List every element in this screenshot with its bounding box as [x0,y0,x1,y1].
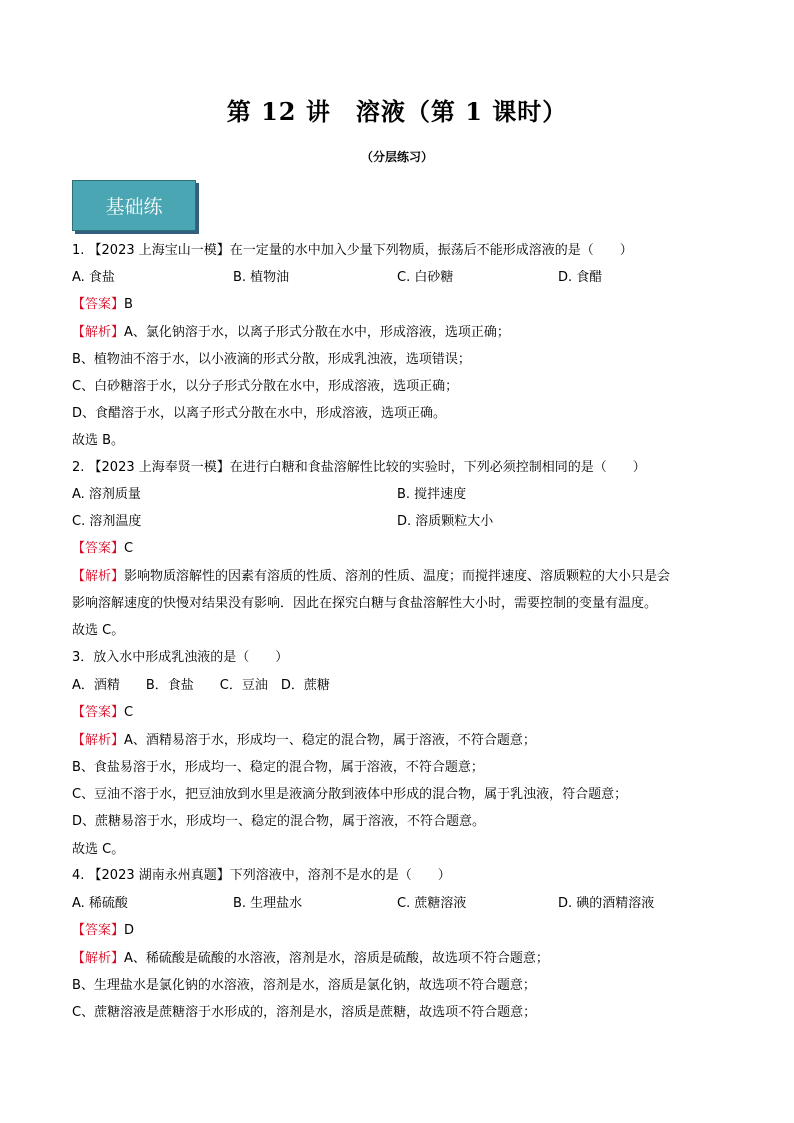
answer-tag: 【答案】 [72,705,125,720]
q2-analysis [72,567,670,587]
q2-option-b: B. 搅拌速度 [397,487,467,502]
analysis-tag: 【解析】 [72,733,125,748]
q1-option-b: B. 植物油 [233,270,290,285]
q2-stem: 2. 【2023 上海奉贤一模】在进行白糖和食盐溶解性比较的实验时，下列必须控制相同的是（ ） [72,460,646,475]
q1-option-c: C. 白砂糖 [397,270,454,285]
answer-tag: 【答案】 [72,297,125,312]
section-label-basic [72,180,196,231]
q1-analysis-first: A、氯化钠溶于水，以离子形式分散在水中，形成溶液，选项正确； [124,325,510,340]
section-label-text: 基础练 [105,196,163,218]
q2-answer [72,539,133,559]
q3-conclusion: 故选 C。 [72,842,125,857]
q4-answer-value: D [124,923,135,938]
answer-tag: 【答案】 [72,541,125,556]
q1-analysis-line: D、食醋溶于水，以离子形式分散在水中，形成溶液，选项正确。 [72,406,447,421]
q3-analysis-line: D、蔗糖易溶于水，形成均一、稳定的混合物，属于溶液，不符合题意。 [72,814,486,829]
analysis-tag: 【解析】 [72,325,125,340]
q2-conclusion: 故选 C。 [72,623,125,638]
q4-analysis [72,949,549,969]
q3-stem: 3．放入水中形成乳浊液的是（ ） [72,650,289,665]
q2-option-c: C. 溶剂温度 [72,514,142,529]
q1-analysis-line: C、白砂糖溶于水，以分子形式分散在水中，形成溶液，选项正确； [72,379,459,394]
answer-tag: 【答案】 [72,923,125,938]
q4-answer [72,921,134,941]
q3-analysis [72,731,536,751]
q1-conclusion: 故选 B。 [72,433,125,448]
q2-answer-value: C [124,541,134,556]
q2-option-d: D. 溶质颗粒大小 [397,514,494,529]
q3-answer [72,703,133,723]
page-title: 第 12 讲 溶液（第 1 课时） [226,97,568,126]
q1-option-d: D. 食醋 [558,270,603,285]
analysis-tag: 【解析】 [72,951,125,966]
q4-analysis-first: A、稀硫酸是硫酸的水溶液，溶剂是水，溶质是硫酸，故选项不符合题意； [124,951,549,966]
q1-answer [72,295,133,315]
q2-analysis-first: 影响物质溶解性的因素有溶质的性质、溶剂的性质、温度；而搅拌速度、溶质颗粒的大小只是会 [124,569,671,584]
page-subtitle: （分层练习） [360,150,433,164]
q4-stem: 4. 【2023 湖南永州真题】下列溶液中，溶剂不是水的是（ ） [72,868,451,883]
analysis-tag: 【解析】 [72,569,125,584]
q4-analysis-line: B、生理盐水是氯化钠的水溶液，溶剂是水，溶质是氯化钠，故选项不符合题意； [72,978,536,993]
q4-option-b: B. 生理盐水 [233,896,303,911]
q4-option-a: A. 稀硫酸 [72,896,128,911]
q1-analysis [72,323,510,343]
q4-option-d: D. 碘的酒精溶液 [558,896,655,911]
q3-analysis-first: A、酒精易溶于水，形成均一、稳定的混合物，属于溶液，不符合题意； [124,733,536,748]
q4-option-c: C. 蔗糖溶液 [397,896,467,911]
q2-option-a: A. 溶剂质量 [72,487,141,502]
q3-analysis-line: C、豆油不溶于水，把豆油放到水里是液滴分散到液体中形成的混合物，属于乳浊液，符合题意； [72,787,628,802]
q1-stem: 1. 【2023 上海宝山一模】在一定量的水中加入少量下列物质，振荡后不能形成溶液的是（ ） [72,243,633,258]
q3-analysis-line: B、食盐易溶于水，形成均一、稳定的混合物，属于溶液，不符合题意； [72,760,484,775]
q3-answer-value: C [124,705,134,720]
q3-options: A．酒精 B．食盐 C．豆油 D．蔗糖 [72,678,330,693]
q1-option-a: A. 食盐 [72,270,115,285]
q4-analysis-line: C、蔗糖溶液是蔗糖溶于水形成的，溶剂是水，溶质是蔗糖，故选项不符合题意； [72,1005,537,1020]
q1-answer-value: B [124,297,133,312]
q1-analysis-line: B、植物油不溶于水，以小液滴的形式分散，形成乳浊液，选项错误； [72,352,471,367]
q2-analysis-line: 影响溶解速度的快慢对结果没有影响．因此在探究白糖与食盐溶解性大小时，需要控制的变量有温度。 [72,596,658,611]
